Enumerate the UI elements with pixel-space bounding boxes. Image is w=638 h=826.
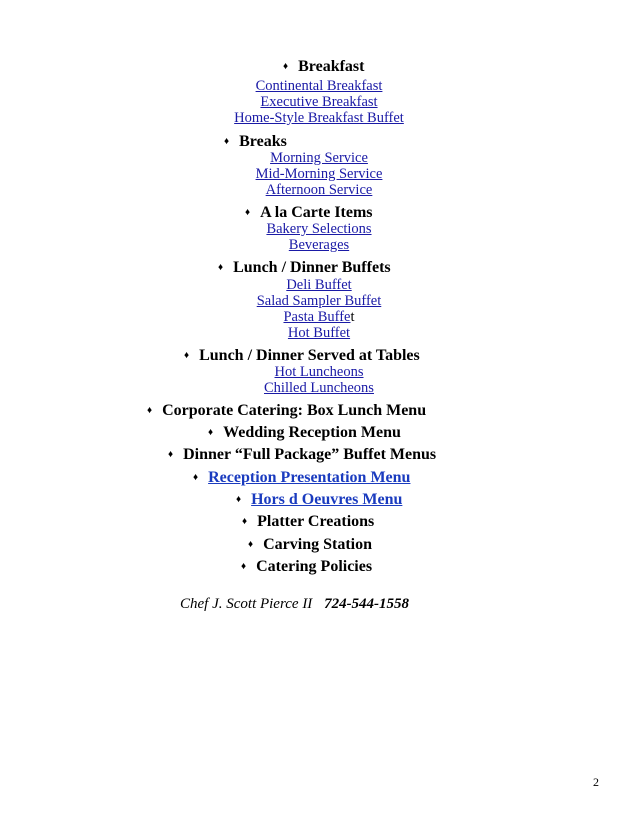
chef-name: Chef J. Scott Pierce II [180, 596, 313, 612]
heading-dinner-full-package [168, 446, 436, 464]
diamond-bullet-icon: ♦ [208, 427, 214, 438]
heading-carving-station [248, 536, 372, 554]
link-salad-sampler-buffet[interactable]: Salad Sampler Buffet [256, 293, 382, 309]
diamond-bullet-icon: ♦ [236, 494, 242, 505]
link-hors-d-oeuvres-menu[interactable]: Hors d Oeuvres Menu [251, 491, 403, 508]
pasta-buffet-line [0, 309, 638, 326]
heading-lunch-dinner-buffets [218, 259, 391, 277]
diamond-bullet-icon: ♦ [241, 561, 247, 572]
chef-phone: 724-544-1558 [324, 596, 410, 612]
heading-catering-policies [241, 558, 372, 576]
link-deli-buffet[interactable]: Deli Buffet [286, 277, 352, 293]
page-number: 2 [593, 775, 599, 789]
heading-corporate-catering-label: Corporate Catering: Box Lunch Menu [162, 402, 427, 419]
diamond-bullet-icon: ♦ [248, 539, 254, 550]
link-bakery-selections[interactable]: Bakery Selections [266, 221, 372, 237]
diamond-bullet-icon: ♦ [224, 136, 230, 147]
link-continental-breakfast[interactable]: Continental Breakfast [255, 78, 383, 94]
heading-lunch-dinner-tables [184, 347, 420, 365]
heading-catering-policies-label: Catering Policies [256, 558, 373, 575]
heading-platter-creations-label: Platter Creations [257, 513, 375, 530]
heading-a-la-carte-label: A la Carte Items [260, 204, 373, 221]
heading-carving-station-label: Carving Station [263, 536, 373, 553]
heading-wedding-reception [208, 424, 401, 442]
heading-hors-d-oeuvres [236, 491, 402, 509]
heading-wedding-reception-label: Wedding Reception Menu [223, 424, 401, 441]
link-beverages[interactable]: Beverages [288, 237, 350, 253]
link-executive-breakfast[interactable]: Executive Breakfast [260, 94, 378, 110]
link-morning-service[interactable]: Morning Service [270, 150, 368, 166]
heading-breaks-label: Breaks [239, 133, 287, 150]
link-chilled-luncheons[interactable]: Chilled Luncheons [264, 380, 374, 396]
heading-dinner-full-package-label: Dinner “Full Package” Buffet Menus [183, 446, 437, 463]
heading-a-la-carte [245, 204, 373, 222]
diamond-bullet-icon: ♦ [283, 61, 289, 72]
diamond-bullet-icon: ♦ [218, 262, 224, 273]
heading-breaks [224, 133, 287, 151]
diamond-bullet-icon: ♦ [168, 449, 174, 460]
heading-corporate-catering [147, 402, 426, 420]
diamond-bullet-icon: ♦ [242, 516, 248, 527]
diamond-bullet-icon: ♦ [147, 405, 153, 416]
heading-breakfast [283, 58, 364, 76]
link-reception-presentation-menu[interactable]: Reception Presentation Menu [208, 469, 411, 486]
diamond-bullet-icon: ♦ [245, 207, 251, 218]
link-pasta-buffet[interactable]: Pasta Buffe [283, 309, 351, 325]
heading-lunch-dinner-tables-label: Lunch / Dinner Served at Tables [199, 347, 420, 364]
link-hot-luncheons[interactable]: Hot Luncheons [274, 364, 364, 380]
heading-lunch-dinner-buffets-label: Lunch / Dinner Buffets [233, 259, 391, 276]
link-hot-buffet[interactable]: Hot Buffet [287, 325, 351, 341]
heading-platter-creations [242, 513, 374, 531]
diamond-bullet-icon: ♦ [193, 472, 199, 483]
diamond-bullet-icon: ♦ [184, 350, 190, 361]
pasta-buffet-suffix: t [350, 309, 355, 325]
link-home-style-breakfast-buffet[interactable]: Home-Style Breakfast Buffet [234, 110, 404, 126]
heading-reception-presentation [193, 469, 410, 487]
signature-line [180, 596, 409, 613]
link-mid-morning-service[interactable]: Mid-Morning Service [255, 166, 383, 182]
link-afternoon-service[interactable]: Afternoon Service [265, 182, 373, 198]
heading-breakfast-label: Breakfast [298, 58, 365, 75]
